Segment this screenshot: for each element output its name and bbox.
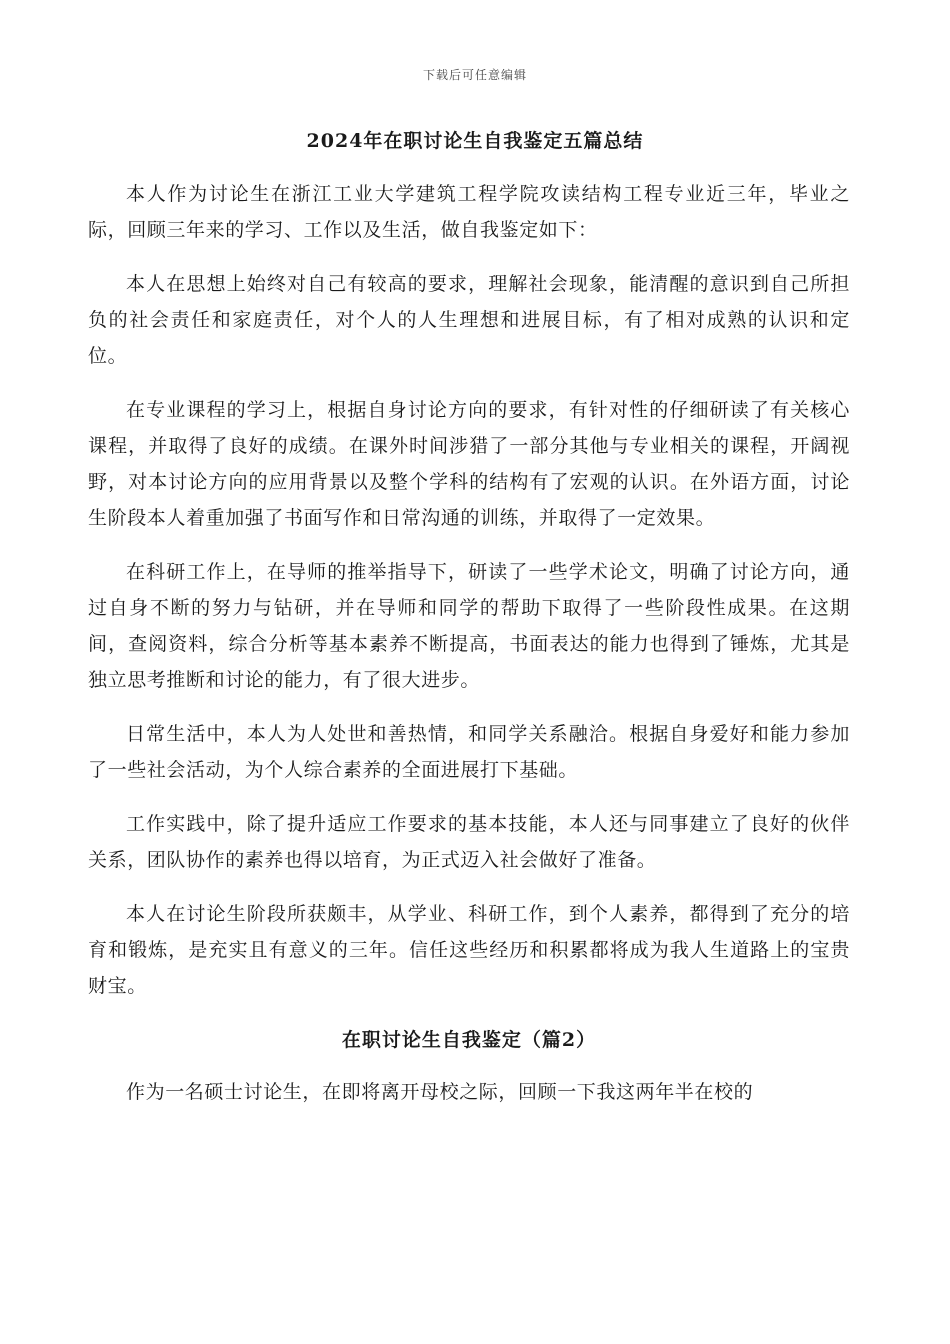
download-note: 下载后可任意编辑 [422,68,527,82]
section-2-paragraph: 作为一名硕士讨论生，在即将离开母校之际，回顾一下我这两年半在校的 [126,1081,754,1103]
document-body [88,176,850,1128]
paragraph-intro: 本人作为讨论生在浙江工业大学建筑工程学院攻读结构工程专业近三年，毕业之际，回顾三年来的学习、工作以及生活，做自我鉴定如下： [88,183,850,241]
section-2-title: 在职讨论生自我鉴定（篇2） [341,1029,597,1051]
paragraph-study: 在专业课程的学习上，根据自身讨论方向的要求，有针对性的仔细研读了有关核心课程，并取得了良好的成绩。在课外时间涉猎了一部分其他与专业相关的课程，开阔视野，对本讨论方向的应用背景以及整个学科的结构有了宏观的认识。在外语方面，讨论生阶段本人着重加强了书面写作和日常沟通的训练，并取得了一定效果。 [88,399,850,529]
document-title: 2024年在职讨论生自我鉴定五篇总结 [306,130,644,152]
paragraph-daily-life: 日常生活中，本人为人处世和善热情，和同学关系融洽。根据自身爱好和能力参加了一些社会活动，为个人综合素养的全面进展打下基础。 [88,723,850,781]
paragraph-conclusion: 本人在讨论生阶段所获颇丰，从学业、科研工作，到个人素养，都得到了充分的培育和锻炼，是充实且有意义的三年。信任这些经历和积累都将成为我人生道路上的宝贵财宝。 [88,903,850,997]
paragraph-thought: 本人在思想上始终对自己有较高的要求，理解社会现象，能清醒的意识到自己所担负的社会责任和家庭责任，对个人的人生理想和进展目标，有了相对成熟的认识和定位。 [88,273,850,367]
paragraph-research: 在科研工作上，在导师的推举指导下，研读了一些学术论文，明确了讨论方向，通过自身不断的努力与钻研，并在导师和同学的帮助下取得了一些阶段性成果。在这期间，查阅资料，综合分析等基本素养不断提高，书面表达的能力也得到了锤炼，尤其是独立思考推断和讨论的能力，有了很大进步。 [88,561,850,691]
paragraph-work-practice: 工作实践中，除了提升适应工作要求的基本技能，本人还与同事建立了良好的伙伴关系，团队协作的素养也得以培育，为正式迈入社会做好了准备。 [88,813,850,871]
